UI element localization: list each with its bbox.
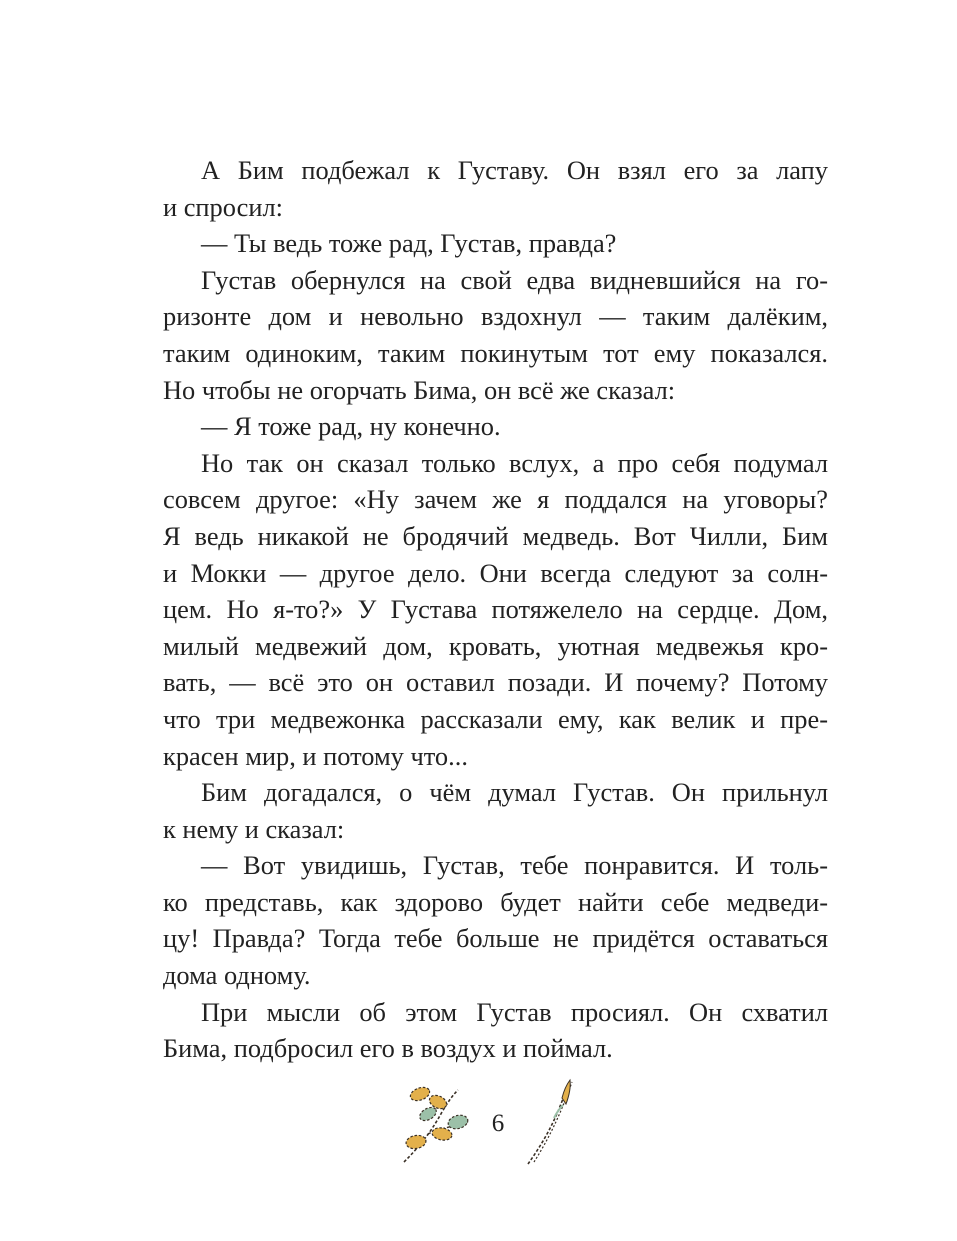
- leaf-branch-icon: [398, 1082, 478, 1166]
- text-line: милый медвежий дом, кровать, уютная медвежья кро-: [163, 630, 828, 661]
- text-line: Бима, подбросил его в воздух и поймал.: [163, 1033, 613, 1064]
- text-line: ко представь, как здорово будет найти себе медведи-: [163, 886, 828, 917]
- text-line: Бим догадался, о чём думал Густав. Он прильнул: [201, 777, 828, 808]
- text-line: что три медвежонка рассказали ему, как велик и пре-: [163, 703, 828, 734]
- text-line: совсем другое: «Ну зачем же я поддался на уговоры?: [163, 484, 828, 515]
- text-line: красен мир, и потому что...: [163, 740, 468, 771]
- text-line: ризонте дом и невольно вздохнул — таким далёким,: [163, 301, 828, 332]
- text-line: Я ведь никакой не бродячий медведь. Вот Чилли, Бим: [163, 520, 828, 551]
- text-line: А Бим подбежал к Густаву. Он взял его за лапу: [201, 155, 828, 185]
- text-line: и Мокки — другое дело. Они всегда следуют за солн-: [163, 557, 828, 588]
- text-line: дома одному.: [163, 960, 311, 991]
- text-line: таким одиноким, таким покинутым тот ему показался.: [163, 337, 828, 368]
- text-line: — Ты ведь тоже рад, Густав, правда?: [201, 228, 617, 259]
- grass-stalk-icon: [524, 1078, 584, 1168]
- page-number: 6: [491, 1110, 505, 1137]
- text-line: к нему и сказал:: [163, 813, 345, 844]
- text-line: — Я тоже рад, ну конечно.: [201, 411, 501, 442]
- text-line: — Вот увидишь, Густав, тебе понравится. И толь-: [201, 850, 828, 881]
- text-line: Но чтобы не огорчать Бима, он всё же сказал:: [163, 374, 676, 405]
- text-line: цем. Но я-то?» У Густава потяжелело на сердце. Дом,: [163, 594, 828, 625]
- text-line: вать, — всё это он оставил позади. И почему? Потому: [163, 667, 828, 698]
- text-line: цу! Правда? Тогда тебе больше не придётся оставаться: [163, 923, 828, 954]
- text-line: Густав обернулся на свой едва видневшийся на го-: [201, 264, 828, 295]
- body-text: [163, 152, 828, 1067]
- text-line: Но так он сказал только вслух, а про себя подумал: [201, 447, 828, 478]
- text-line: При мысли об этом Густав просиял. Он схватил: [201, 996, 828, 1027]
- text-line: и спросил:: [163, 191, 283, 222]
